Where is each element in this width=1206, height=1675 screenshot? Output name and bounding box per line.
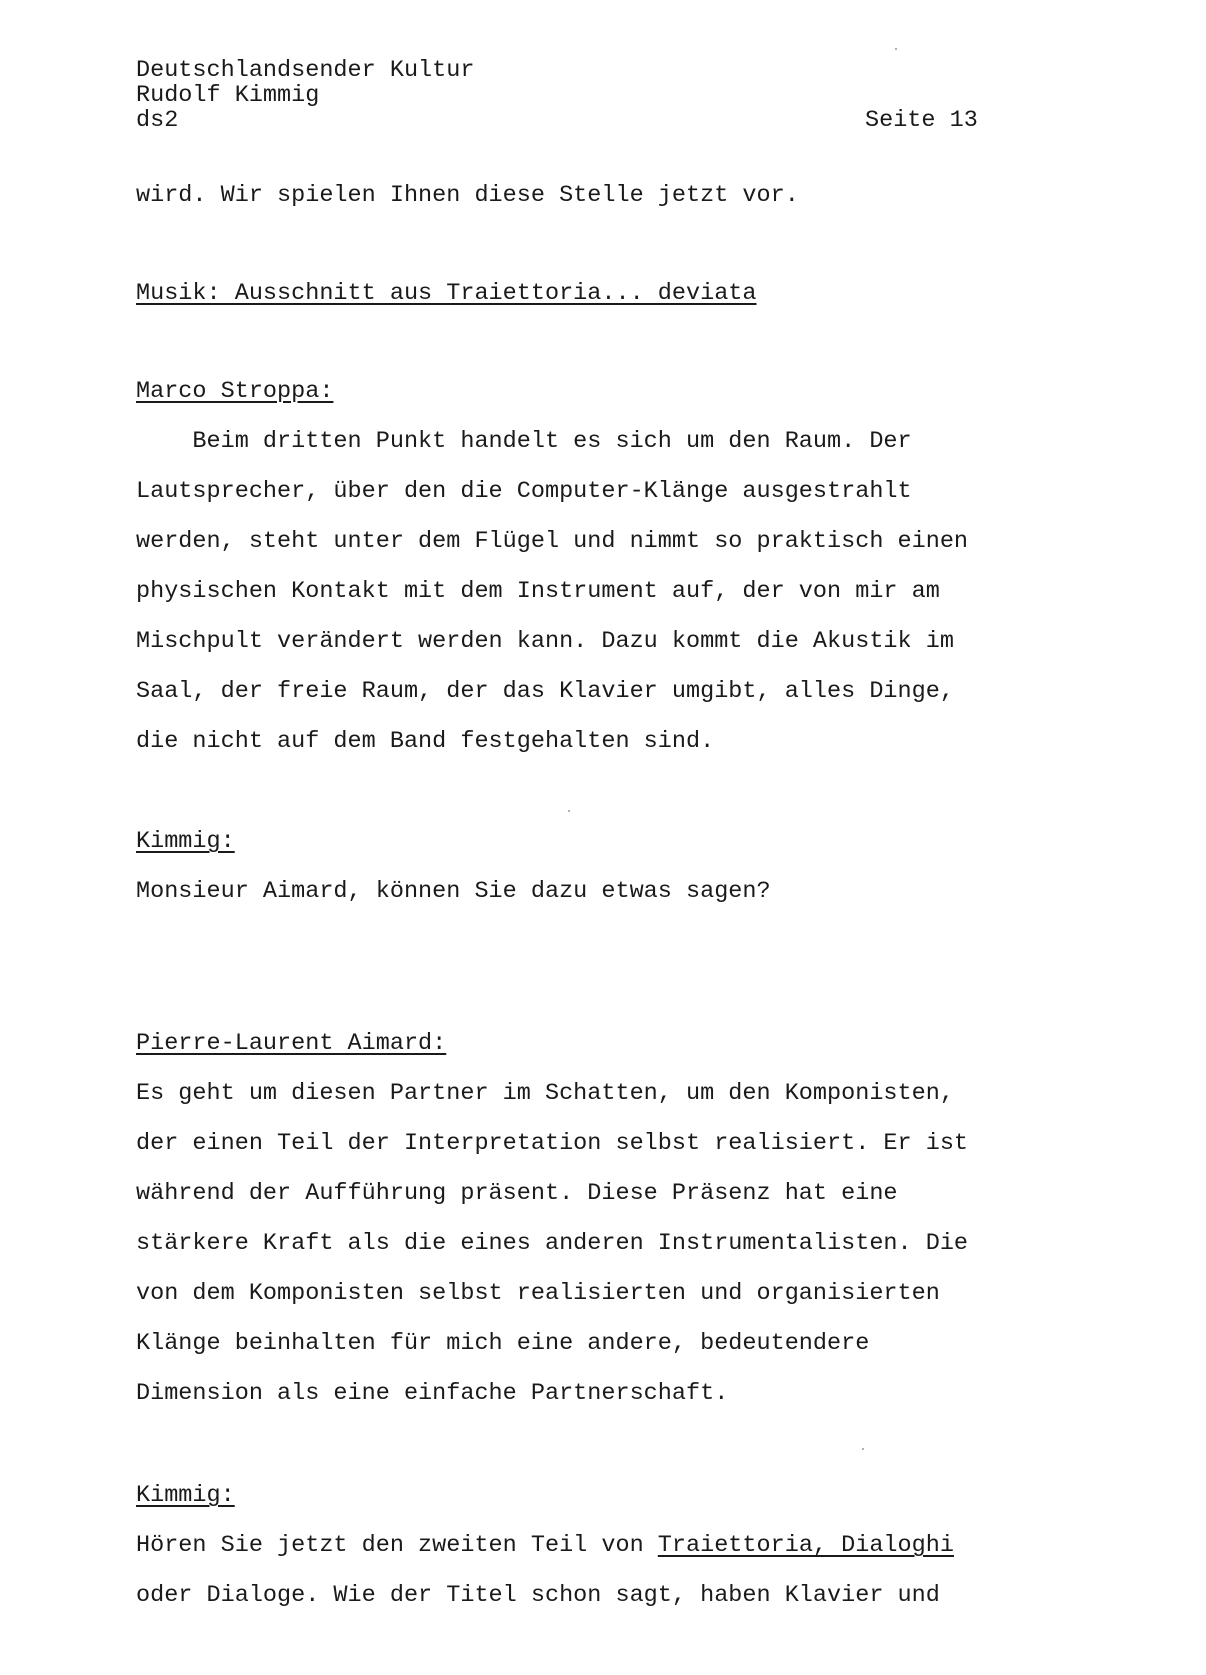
speaker-label: Kimmig: — [136, 828, 235, 855]
music-cue: Musik: Ausschnitt aus Traiettoria... deviata — [136, 280, 757, 307]
scan-speck — [568, 810, 570, 812]
text-line: während der Aufführung präsent. Diese Präsenz hat eine — [136, 1180, 898, 1207]
text-line: Mischpult verändert werden kann. Dazu kommt die Akustik im — [136, 628, 954, 655]
header-author: Rudolf Kimmig — [136, 82, 320, 109]
text-line: Lautsprecher, über den die Computer-Klänge ausgestrahlt — [136, 478, 912, 505]
underlined-work-title: Traiettoria, Dialoghi — [657, 1532, 954, 1559]
text-fragment: Hören Sie jetzt den zweiten Teil von — [136, 1532, 658, 1559]
text-line: die nicht auf dem Band festgehalten sind. — [136, 728, 715, 755]
page-number: Seite 13 — [865, 107, 978, 134]
header-station: Deutschlandsender Kultur — [136, 57, 475, 84]
text-line: oder Dialoge. Wie der Titel schon sagt, haben Klavier und — [136, 1582, 940, 1609]
header-code: ds2 — [136, 107, 179, 134]
text-line: Dimension als eine einfache Partnerschaft. — [136, 1380, 729, 1407]
speaker-label: Pierre-Laurent Aimard: — [136, 1030, 447, 1057]
scan-speck — [895, 48, 897, 50]
text-line: Klänge beinhalten für mich eine andere, bedeutendere — [136, 1330, 870, 1357]
intro-line: wird. Wir spielen Ihnen diese Stelle jetzt vor. — [136, 182, 799, 209]
text-line: Beim dritten Punkt handelt es sich um den Raum. Der — [136, 428, 912, 455]
text-line: von dem Komponisten selbst realisierten und organisierten — [136, 1280, 940, 1307]
text-line: werden, steht unter dem Flügel und nimmt so praktisch einen — [136, 528, 969, 555]
text-line-with-title — [136, 1532, 954, 1560]
text-line: stärkere Kraft als die eines anderen Instrumentalisten. Die — [136, 1230, 969, 1257]
text-line: Es geht um diesen Partner im Schatten, um den Komponisten, — [136, 1080, 954, 1107]
text-line: der einen Teil der Interpretation selbst realisiert. Er ist — [136, 1130, 969, 1157]
speaker-label: Marco Stroppa: — [136, 378, 334, 405]
speaker-label: Kimmig: — [136, 1482, 235, 1509]
text-line: physischen Kontakt mit dem Instrument auf, der von mir am — [136, 578, 940, 605]
text-line: Monsieur Aimard, können Sie dazu etwas sagen? — [136, 878, 771, 905]
text-line: Saal, der freie Raum, der das Klavier umgibt, alles Dinge, — [136, 678, 954, 705]
scan-speck — [862, 1448, 864, 1450]
